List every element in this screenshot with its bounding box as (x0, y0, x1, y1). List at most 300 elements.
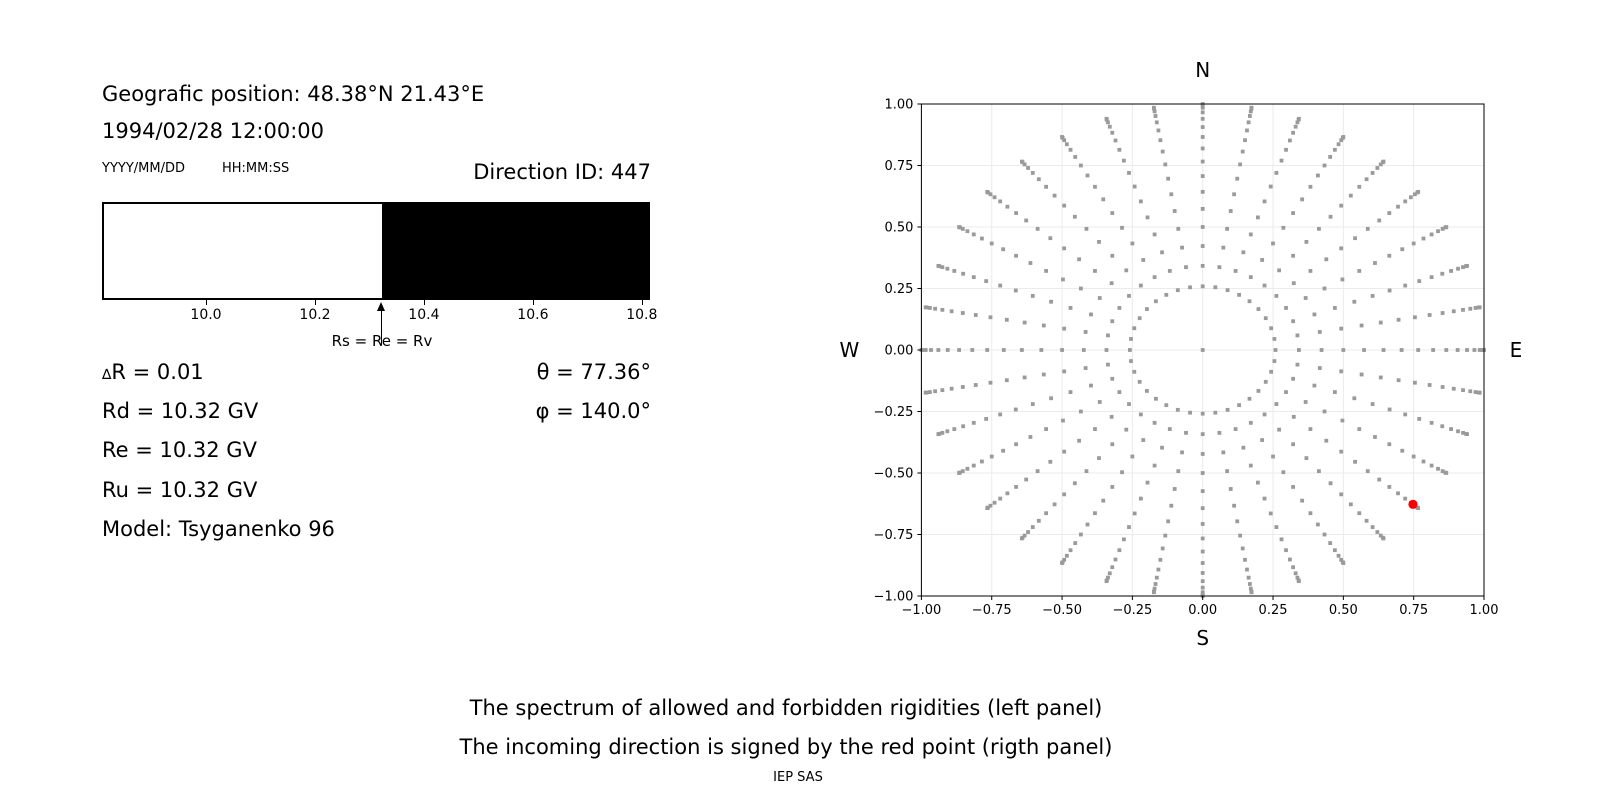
grid-dot (1234, 269, 1238, 273)
grid-dot (1297, 117, 1301, 121)
grid-dot (1110, 415, 1114, 419)
grid-dot (1296, 363, 1300, 367)
grid-dot (1323, 533, 1327, 537)
grid-dot (1139, 284, 1143, 288)
grid-dot (1243, 558, 1247, 562)
grid-dot (1124, 268, 1128, 272)
caption-line2: The incoming direction is signed by the red point (rigth panel) (459, 735, 1113, 759)
grid-dot (1333, 390, 1337, 394)
grid-dot (940, 388, 944, 392)
x-tick-label: 0.75 (1399, 603, 1429, 618)
grid-dot (1117, 390, 1121, 394)
grid-dot (985, 348, 989, 352)
grid-dot (1352, 300, 1356, 304)
grid-dot (1060, 135, 1064, 139)
grid-dot (1349, 502, 1353, 506)
grid-dot (1079, 164, 1083, 168)
grid-dot (1284, 148, 1288, 152)
grid-dot (1291, 377, 1295, 381)
grid-dot (1269, 326, 1273, 330)
grid-dot (1297, 348, 1301, 352)
grid-dot (1014, 485, 1018, 489)
grid-dot (1110, 319, 1114, 323)
grid-dot (1221, 450, 1225, 454)
grid-dot (1387, 442, 1391, 446)
grid-dot (1086, 523, 1090, 527)
grid-dot (984, 279, 988, 283)
grid-dot (1163, 163, 1167, 167)
grid-dot (1339, 369, 1343, 373)
grid-dot (1160, 446, 1164, 450)
grid-dot (1339, 246, 1343, 250)
grid-dot (1430, 421, 1434, 425)
grid-dot (1275, 171, 1279, 175)
grid-dot (1269, 185, 1273, 189)
grid-dot (1284, 548, 1288, 552)
grid-dot (1168, 269, 1172, 273)
grid-dot (970, 348, 974, 352)
grid-dot (1062, 450, 1066, 454)
grid-dot (1117, 548, 1121, 552)
grid-dot (1238, 534, 1242, 538)
grid-dot (1110, 442, 1114, 446)
grid-dot (993, 195, 997, 199)
grid-dot (1129, 337, 1133, 341)
grid-dot (1245, 129, 1249, 133)
grid-dot (1127, 525, 1131, 529)
grid-dot (1284, 306, 1288, 310)
y-tick-label: −0.50 (873, 466, 914, 482)
grid-dot (1079, 410, 1083, 414)
grid-dot (1023, 376, 1027, 380)
grid-dot (1201, 550, 1205, 554)
bar-tick-label: 10.0 (190, 307, 222, 323)
grid-dot (1044, 185, 1048, 189)
y-tick-label: −1.00 (873, 589, 914, 605)
grid-dot (972, 421, 976, 425)
grid-dot (1042, 324, 1046, 328)
grid-dot (1031, 171, 1035, 175)
grid-dot (945, 267, 949, 271)
grid-dot (950, 387, 954, 391)
y-tick-label: −0.75 (873, 528, 914, 543)
grid-dot (1294, 125, 1298, 129)
grid-dot (1110, 131, 1114, 135)
x-tick-label: 0.00 (1188, 603, 1218, 618)
grid-dot (936, 264, 940, 268)
grid-dot (1106, 363, 1110, 367)
re-text: Re = 10.32 GV (102, 438, 257, 462)
grid-dot (1014, 442, 1018, 446)
grid-dot (1357, 427, 1361, 431)
grid-dot (1316, 174, 1320, 178)
grid-dot (1248, 299, 1252, 303)
grid-dot (1403, 497, 1407, 501)
grid-dot (1141, 258, 1145, 262)
grid-dot (1305, 456, 1309, 460)
grid-dot (1241, 446, 1245, 450)
grid-dot (1122, 159, 1126, 163)
bar-tick-mark (315, 300, 316, 305)
grid-dot (1247, 120, 1251, 124)
grid-dot (1309, 511, 1313, 515)
grid-dot (1138, 316, 1142, 320)
grid-dot (1105, 117, 1109, 121)
grid-dot (1132, 326, 1136, 330)
incoming-direction-point (1408, 500, 1417, 509)
y-tick-label: 0.75 (884, 159, 914, 174)
grid-dot (1159, 138, 1163, 142)
grid-dot (1005, 378, 1009, 382)
grid-dot (1264, 380, 1268, 384)
grid-dot (989, 381, 993, 385)
grid-dot (1133, 185, 1137, 189)
grid-dot (1014, 289, 1018, 293)
grid-dot (952, 427, 956, 431)
grid-dot (1373, 261, 1377, 265)
grid-dot (1201, 586, 1205, 590)
grid-dot (1249, 233, 1253, 237)
grid-dot (1085, 469, 1089, 473)
grid-dot (1153, 421, 1157, 425)
compass-south-label: S (1196, 626, 1210, 650)
grid-dot (1130, 455, 1134, 459)
grid-dot (965, 467, 969, 471)
grid-dot (1201, 579, 1205, 583)
grid-dot (1201, 489, 1205, 493)
grid-dot (1275, 294, 1279, 298)
grid-dot (1409, 195, 1413, 199)
x-tick-label: 1.00 (1469, 603, 1499, 618)
grid-dot (1044, 427, 1048, 431)
grid-dot (1379, 376, 1383, 380)
grid-dot (1042, 373, 1046, 377)
grid-dot (1154, 114, 1158, 118)
grid-dot (1079, 533, 1083, 537)
grid-dot (1413, 315, 1417, 319)
grid-dot (989, 315, 993, 319)
grid-dot (1416, 190, 1420, 194)
grid-dot (1318, 330, 1322, 334)
grid-dot (1173, 487, 1177, 491)
compass-north-label: N (1195, 58, 1211, 82)
credit-text: IEP SAS (773, 770, 823, 785)
grid-dot (1128, 348, 1132, 352)
grid-dot (1201, 160, 1205, 164)
bar-tick-label: 10.2 (299, 307, 331, 323)
grid-dot (1296, 333, 1300, 337)
grid-dot (1114, 558, 1118, 562)
grid-dot (1005, 318, 1009, 322)
grid-dot (1201, 571, 1205, 575)
grid-dot (1400, 348, 1404, 352)
grid-dot (961, 311, 965, 315)
grid-dot (1044, 511, 1048, 515)
grid-dot (1122, 537, 1126, 541)
grid-dot (1444, 471, 1448, 475)
grid-dot (1274, 348, 1278, 352)
grid-dot (1238, 163, 1242, 167)
grid-dot (1280, 159, 1284, 163)
grid-dot (1145, 307, 1149, 311)
grid-dot (1146, 216, 1150, 220)
grid-dot (1176, 408, 1180, 412)
grid-dot (1341, 135, 1345, 139)
grid-dot (1201, 561, 1205, 565)
grid-dot (1291, 565, 1295, 569)
grid-dot (1353, 460, 1357, 464)
grid-dot (1337, 554, 1341, 558)
grid-dot (1031, 525, 1035, 529)
grid-dot (1317, 469, 1321, 473)
x-tick-label: −0.50 (1042, 603, 1082, 618)
grid-dot (980, 237, 984, 241)
grid-dot (1436, 229, 1440, 233)
grid-dot (1006, 491, 1010, 495)
grid-dot (1110, 565, 1114, 569)
grid-dot (1161, 150, 1165, 154)
grid-dot (1020, 348, 1024, 352)
grid-dot (1243, 138, 1247, 142)
grid-dot (1417, 417, 1421, 421)
grid-dot (1114, 139, 1118, 143)
grid-dot (1478, 305, 1482, 309)
grid-dot (1048, 236, 1052, 240)
grid-dot (1163, 534, 1167, 538)
grid-dot (1120, 226, 1124, 230)
grid-dot (1241, 150, 1245, 154)
grid-dot (1292, 281, 1296, 285)
grid-dot (1444, 225, 1448, 229)
grid-dot (957, 471, 961, 475)
grid-dot (1362, 348, 1366, 352)
grid-dot (1229, 487, 1233, 491)
grid-dot (1324, 257, 1328, 261)
grid-dot (1256, 481, 1260, 485)
grid-dot (1155, 576, 1159, 580)
grid-dot (1305, 240, 1309, 244)
grid-dot (1229, 209, 1233, 213)
grid-dot (998, 497, 1002, 501)
grid-dot (1237, 403, 1241, 407)
grid-dot (1053, 502, 1057, 506)
grid-dot (1250, 590, 1254, 594)
grid-dot (1105, 579, 1109, 583)
grid-dot (1184, 431, 1188, 435)
grid-dot (1273, 337, 1277, 341)
grid-dot (1061, 419, 1065, 423)
x-tick-label: 0.50 (1328, 603, 1358, 618)
grid-dot (1098, 400, 1102, 404)
grid-dot (1320, 348, 1324, 352)
grid-dot (1309, 269, 1313, 273)
compass-west-label: W (839, 338, 860, 362)
grid-dot (1201, 432, 1205, 436)
grid-dot (1184, 265, 1188, 269)
grid-dot (1388, 289, 1392, 293)
grid-dot (1412, 455, 1416, 459)
grid-dot (1180, 450, 1184, 454)
grid-dot (1294, 571, 1298, 575)
grid-dot (1360, 324, 1364, 328)
grid-dot (1073, 481, 1077, 485)
grid-dot (1106, 333, 1110, 337)
grid-dot (1069, 306, 1073, 310)
grid-dot (1357, 511, 1361, 515)
grid-dot (1014, 254, 1018, 258)
grid-dot (965, 229, 969, 233)
direction-plot (820, 50, 1530, 660)
grid-dot (961, 272, 965, 276)
grid-dot (1024, 478, 1028, 482)
allowed-rigidity-region (104, 204, 382, 298)
grid-dot (1048, 460, 1052, 464)
grid-dot (1069, 548, 1073, 552)
theta-text: θ = 77.36° (536, 360, 651, 384)
grid-dot (1139, 200, 1143, 204)
grid-dot (1152, 106, 1156, 110)
grid-dot (1264, 316, 1268, 320)
grid-dot (1333, 306, 1337, 310)
grid-dot (1065, 142, 1069, 146)
grid-dot (1098, 296, 1102, 300)
grid-dot (1093, 269, 1097, 273)
grid-dot (1339, 492, 1343, 496)
grid-dot (1062, 246, 1066, 250)
grid-dot (1431, 348, 1435, 352)
grid-dot (1357, 185, 1361, 189)
grid-dot (1201, 225, 1205, 229)
grid-dot (1093, 427, 1097, 431)
grid-dot (1141, 438, 1145, 442)
grid-dot (1461, 308, 1465, 312)
grid-dot (1428, 383, 1432, 387)
grid-dot (1371, 402, 1375, 406)
grid-dot (1235, 519, 1239, 523)
grid-dot (990, 455, 994, 459)
grid-dot (1157, 129, 1161, 133)
grid-dot (1139, 413, 1143, 417)
grid-dot (998, 413, 1002, 417)
grid-dot (972, 275, 976, 279)
grid-dot (1218, 431, 1222, 435)
grid-dot (1297, 579, 1301, 583)
grid-dot (1153, 275, 1157, 279)
grid-dot (1373, 435, 1377, 439)
grid-dot (1257, 389, 1261, 393)
grid-dot (1377, 219, 1381, 223)
grid-dot (1397, 378, 1401, 382)
grid-dot (1154, 299, 1158, 303)
grid-dot (1382, 537, 1386, 541)
grid-dot (1452, 309, 1456, 313)
grid-dot (980, 460, 984, 464)
grid-dot (1089, 384, 1093, 388)
grid-dot (1430, 464, 1434, 468)
grid-dot (1275, 525, 1279, 529)
grid-dot (1273, 359, 1277, 363)
grid-dot (1245, 568, 1249, 572)
grid-dot (1226, 408, 1230, 412)
grid-dot (936, 432, 940, 436)
grid-dot (1173, 209, 1177, 213)
grid-dot (1284, 390, 1288, 394)
grid-dot (1079, 287, 1083, 291)
grid-dot (1082, 348, 1086, 352)
grid-dot (1313, 384, 1317, 388)
grid-dot (1201, 537, 1205, 541)
grid-dot (1337, 142, 1341, 146)
grid-dot (1201, 207, 1205, 211)
grid-dot (1155, 120, 1159, 124)
grid-dot (1291, 319, 1295, 323)
grid-dot (1412, 242, 1416, 246)
grid-dot (1188, 285, 1192, 289)
grid-dot (1444, 348, 1448, 352)
grid-dot (998, 200, 1002, 204)
grid-dot (1271, 455, 1275, 459)
grid-dot (1329, 481, 1333, 485)
grid-dot (1417, 279, 1421, 283)
grid-dot (1352, 396, 1356, 400)
grid-dot (1053, 194, 1057, 198)
grid-dot (1339, 450, 1343, 454)
grid-dot (1145, 389, 1149, 393)
grid-dot (1077, 257, 1081, 261)
bar-tick-label: 10.6 (517, 307, 549, 323)
grid-dot (1309, 185, 1313, 189)
grid-dot (1201, 125, 1205, 129)
grid-dot (1291, 254, 1295, 258)
grid-dot (1422, 237, 1426, 241)
grid-dot (1430, 233, 1434, 237)
grid-dot (1127, 294, 1131, 298)
grid-dot (1341, 348, 1345, 352)
grid-dot (1037, 519, 1041, 523)
grid-dot (1169, 192, 1173, 196)
grid-dot (1037, 177, 1041, 181)
grid-dot (1110, 281, 1114, 285)
grid-dot (1263, 497, 1267, 501)
grid-dot (1001, 449, 1005, 453)
grid-dot (1291, 211, 1295, 215)
grid-dot (1201, 264, 1205, 268)
grid-dot (957, 225, 961, 229)
x-tick-label: −0.75 (971, 603, 1012, 618)
delta-symbol: ∆ (102, 367, 112, 383)
grid-dot (1026, 166, 1030, 170)
grid-dot (1127, 171, 1131, 175)
grid-dot (1397, 318, 1401, 322)
grid-dot (1323, 410, 1327, 414)
grid-dot (1396, 205, 1400, 209)
grid-dot (1357, 269, 1361, 273)
grid-dot (1241, 547, 1245, 551)
grid-dot (1105, 348, 1109, 352)
grid-dot (1060, 561, 1064, 565)
caption-line1: The spectrum of allowed and forbidden rigidities (left panel) (469, 696, 1103, 720)
grid-dot (1201, 135, 1205, 139)
grid-dot (1263, 284, 1267, 288)
grid-dot (1026, 530, 1030, 534)
grid-dot (1029, 261, 1033, 265)
grid-dot (1164, 293, 1168, 297)
grid-dot (1001, 247, 1005, 251)
direction-id-text: Direction ID: 447 (473, 160, 651, 184)
ru-text: Ru = 10.32 GV (102, 478, 258, 502)
grid-dot (1110, 377, 1114, 381)
grid-dot (1164, 403, 1168, 407)
